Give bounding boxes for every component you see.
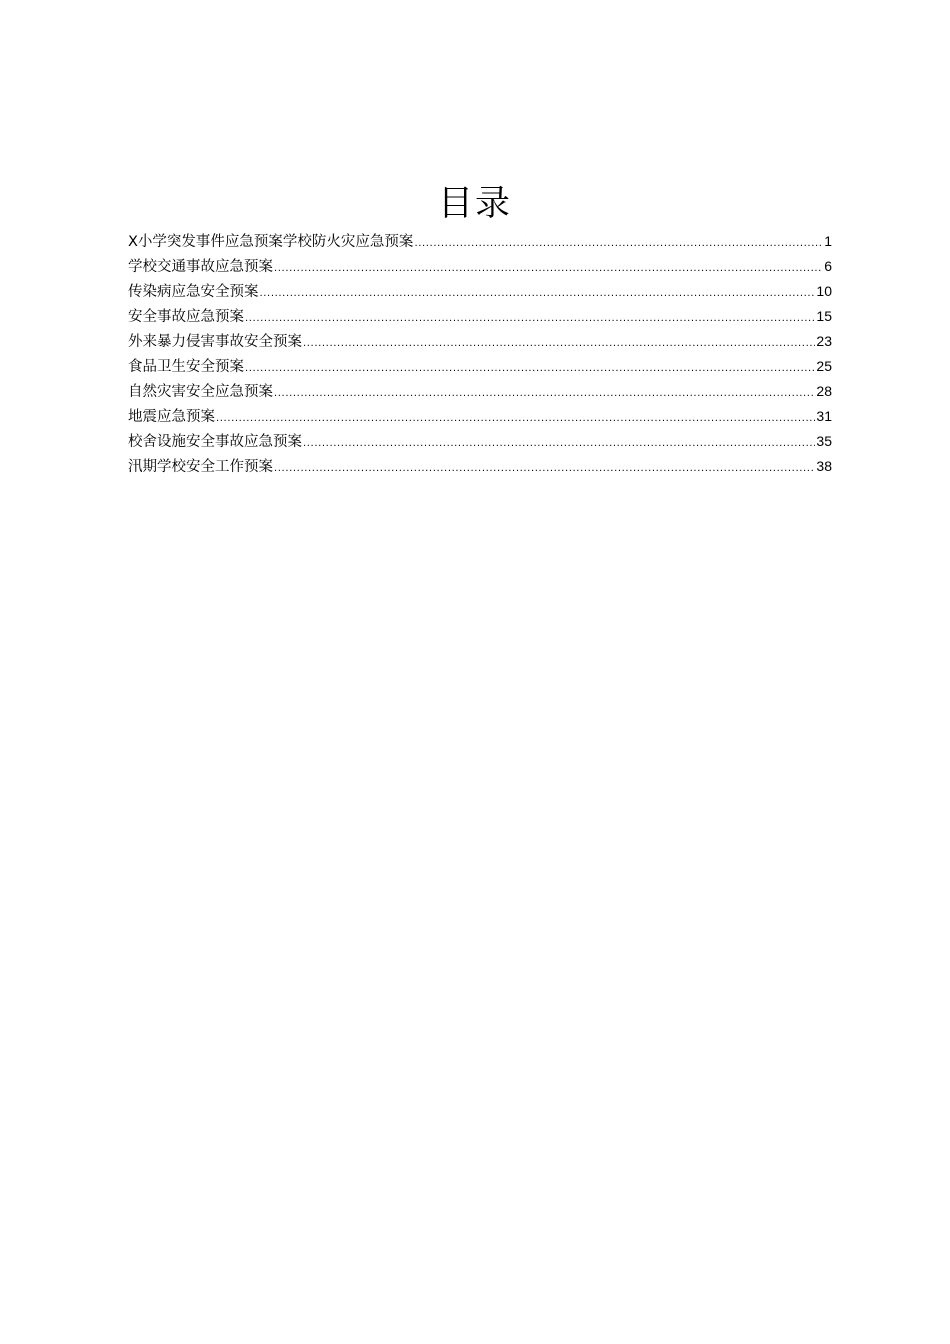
toc-page-number: 25 — [816, 358, 832, 374]
toc-dot-leader — [274, 256, 823, 281]
toc-dot-leader — [245, 306, 815, 331]
toc-entry[interactable] — [128, 229, 832, 254]
toc-title: 目录 — [437, 184, 512, 224]
toc-entry[interactable] — [128, 379, 832, 404]
toc-entry-title: X小学突发事件应急预案学校防火灾应急预案 — [128, 234, 414, 250]
toc-entry-title: 地震应急预案 — [128, 409, 215, 425]
toc-page-number: 35 — [816, 433, 832, 449]
toc-page-number: 31 — [816, 408, 832, 424]
toc-entry[interactable] — [128, 454, 832, 479]
toc-entry-title: 自然灾害安全应急预案 — [128, 384, 273, 400]
toc-dot-leader — [245, 356, 815, 381]
toc-entry[interactable] — [128, 304, 832, 329]
toc-page-number: 28 — [816, 383, 832, 399]
toc-entry[interactable] — [128, 404, 832, 429]
toc-dot-leader — [260, 281, 816, 306]
toc-entry-title: 外来暴力侵害事故安全预案 — [128, 334, 302, 350]
toc-page-number: 23 — [816, 333, 832, 349]
toc-page-number: 38 — [816, 458, 832, 474]
toc-page-number: 1 — [824, 233, 832, 249]
toc-entry[interactable] — [128, 329, 832, 354]
toc-entry-title: 校舍设施安全事故应急预案 — [128, 434, 302, 450]
toc-dot-leader — [414, 231, 823, 256]
table-of-contents — [128, 229, 832, 479]
toc-entry[interactable] — [128, 279, 832, 304]
toc-entry-title: 食品卫生安全预案 — [128, 359, 244, 375]
toc-entry[interactable] — [128, 254, 832, 279]
toc-page-number: 6 — [824, 258, 832, 274]
toc-page-number: 15 — [816, 308, 832, 324]
toc-page-number: 10 — [816, 283, 832, 299]
toc-dot-leader — [303, 331, 815, 356]
toc-entry[interactable] — [128, 354, 832, 379]
toc-dot-leader — [303, 431, 815, 456]
toc-entry-title: 安全事故应急预案 — [128, 309, 244, 325]
toc-entry-title: 传染病应急安全预案 — [128, 284, 259, 300]
toc-entry-title: 汛期学校安全工作预案 — [128, 459, 273, 475]
toc-dot-leader — [274, 381, 815, 406]
toc-dot-leader — [274, 456, 815, 481]
toc-dot-leader — [216, 406, 815, 431]
toc-entry[interactable] — [128, 429, 832, 454]
toc-entry-title: 学校交通事故应急预案 — [128, 259, 273, 275]
